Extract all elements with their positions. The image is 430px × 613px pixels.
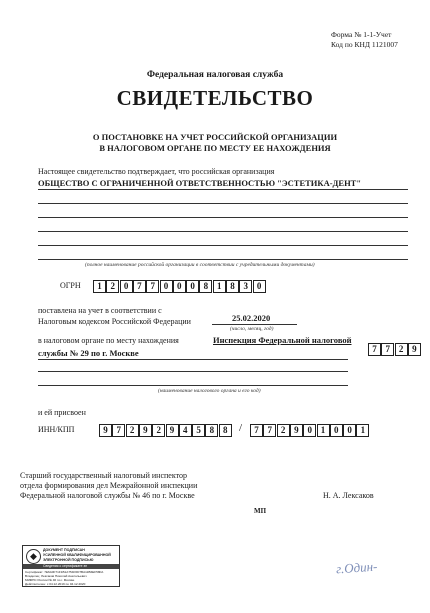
emblem-icon: ◆	[26, 549, 41, 564]
organ-line-3	[38, 385, 348, 386]
organ-code-digit-box: 7	[368, 343, 381, 356]
registration-date: 25.02.2020	[232, 313, 271, 323]
organ-code-digit-box: 9	[408, 343, 421, 356]
date-line	[212, 324, 297, 325]
stamp-heading-1: ДОКУМЕНТ ПОДПИСАН	[43, 548, 85, 552]
ogrn-digit-box: 8	[199, 280, 212, 293]
kpp-digit-box: 0	[343, 424, 356, 437]
inn-digit-box: 2	[126, 424, 139, 437]
registered-line-1: поставлена на учет в соответствии с	[38, 306, 162, 315]
kpp-digit-box: 0	[303, 424, 316, 437]
signer-name: Н. А. Лексаков	[323, 491, 374, 500]
inn-digit-box: 5	[192, 424, 205, 437]
inn-digit-box: 2	[152, 424, 165, 437]
inn-digit-box: 7	[112, 424, 125, 437]
subtitle-line-2: В НАЛОГОВОМ ОРГАНЕ ПО МЕСТУ ЕЕ НАХОЖДЕНИЯ	[99, 143, 331, 153]
date-caption: (число, месяц, год)	[230, 326, 274, 332]
org-line-4	[38, 231, 408, 232]
org-line-2	[38, 203, 408, 204]
stamp-heading-2: УСИЛЕННОЙ КВАЛИФИЦИРОВАННОЙ	[43, 553, 111, 557]
signer-line-3: Федеральной налоговой службы № 46 по г. Москве	[20, 491, 195, 500]
registered-line-2: Налоговым кодексом Российской Федерации	[38, 317, 191, 326]
organ-name-line-1: Инспекция Федеральной налоговой	[213, 335, 352, 345]
kpp-digit-box: 1	[356, 424, 369, 437]
organ-line-2	[38, 371, 348, 372]
org-line-6	[38, 259, 408, 260]
kpp-digit-box: 7	[263, 424, 276, 437]
organization-name: ОБЩЕСТВО С ОГРАНИЧЕННОЙ ОТВЕТСТВЕННОСТЬЮ "ЭСТЕТИКА-ДЕНТ"	[38, 178, 362, 188]
signer-line-1: Старший государственный налоговый инспектор	[20, 471, 188, 480]
e-signature-stamp	[22, 545, 120, 587]
stamp-cert-label: Сведения о сертификате эп	[43, 564, 88, 568]
form-number: Форма № 1-1-Учет	[331, 30, 392, 39]
stamp-row-2: Владелец: Лексаков Николай Анатольевич	[25, 574, 87, 578]
inn-digit-box: 9	[166, 424, 179, 437]
inn-kpp-label: ИНН/КПП	[38, 425, 75, 434]
ogrn-digit-box: 8	[226, 280, 239, 293]
org-caption: (полное наименование российской организации в соответствии с учредительными документами)	[85, 262, 315, 268]
stamp-row-4: Действителен: с 04.12.2019 по 04.12.2020	[25, 582, 86, 586]
handwritten-note: г.Один-	[335, 558, 378, 577]
kpp-digit-box: 7	[250, 424, 263, 437]
ogrn-digit-box: 7	[146, 280, 159, 293]
organ-code-digit-box: 2	[395, 343, 408, 356]
inn-digit-box: 8	[205, 424, 218, 437]
ogrn-digit-box: 2	[106, 280, 119, 293]
kpp-separator: /	[239, 422, 243, 434]
ogrn-digit-box: 0	[160, 280, 173, 293]
ogrn-digit-box: 0	[120, 280, 133, 293]
knd-code: Код по КНД 1121007	[331, 40, 398, 49]
subtitle-line-1: О ПОСТАНОВКЕ НА УЧЕТ РОССИЙСКОЙ ОРГАНИЗАЦИИ	[92, 132, 338, 142]
org-line-1	[38, 189, 408, 190]
ogrn-digit-box: 3	[239, 280, 252, 293]
org-line-5	[38, 245, 408, 246]
ogrn-digit-box: 0	[186, 280, 199, 293]
stamp-row-1: Сертификат: 7E6A0F71F1B1A754F6D7BA11B6EF58FA	[25, 570, 104, 574]
kpp-digit-box: 9	[290, 424, 303, 437]
ogrn-digit-box: 0	[253, 280, 266, 293]
intro-text: Настоящее свидетельство подтверждает, что российская организация	[38, 167, 275, 176]
document-title: СВИДЕТЕЛЬСТВО	[116, 86, 314, 110]
signer-line-2: отдела формирования дел Межрайонной инспекции	[20, 481, 198, 490]
organ-name-line-2: службы № 29 по г. Москве	[38, 348, 139, 358]
inn-digit-box: 9	[139, 424, 152, 437]
inn-digit-box: 9	[99, 424, 112, 437]
inn-digit-box: 4	[179, 424, 192, 437]
organ-prefix: в налоговом органе по месту нахождения	[38, 336, 179, 345]
organ-line-1	[38, 359, 348, 360]
stamp-heading-3: ЭЛЕКТРОННОЙ ПОДПИСЬЮ	[43, 558, 94, 562]
ogrn-digit-box: 1	[213, 280, 226, 293]
org-line-3	[38, 217, 408, 218]
ogrn-label: ОГРН	[60, 281, 81, 290]
inn-digit-box: 8	[219, 424, 232, 437]
agency-name: Федеральная налоговая служба	[146, 70, 284, 80]
organ-code-digit-box: 7	[381, 343, 394, 356]
ogrn-digit-box: 7	[133, 280, 146, 293]
ogrn-digit-box: 0	[173, 280, 186, 293]
stamp-place-label: МП	[254, 507, 267, 515]
kpp-digit-box: 2	[277, 424, 290, 437]
kpp-digit-box: 0	[330, 424, 343, 437]
assigned-label: и ей присвоен	[38, 408, 86, 417]
kpp-digit-box: 1	[317, 424, 330, 437]
stamp-row-3: МИФНС России № 46 по г. Москве	[25, 578, 75, 582]
ogrn-digit-box: 1	[93, 280, 106, 293]
organ-caption: (наименование налогового органа и его код)	[158, 388, 261, 394]
